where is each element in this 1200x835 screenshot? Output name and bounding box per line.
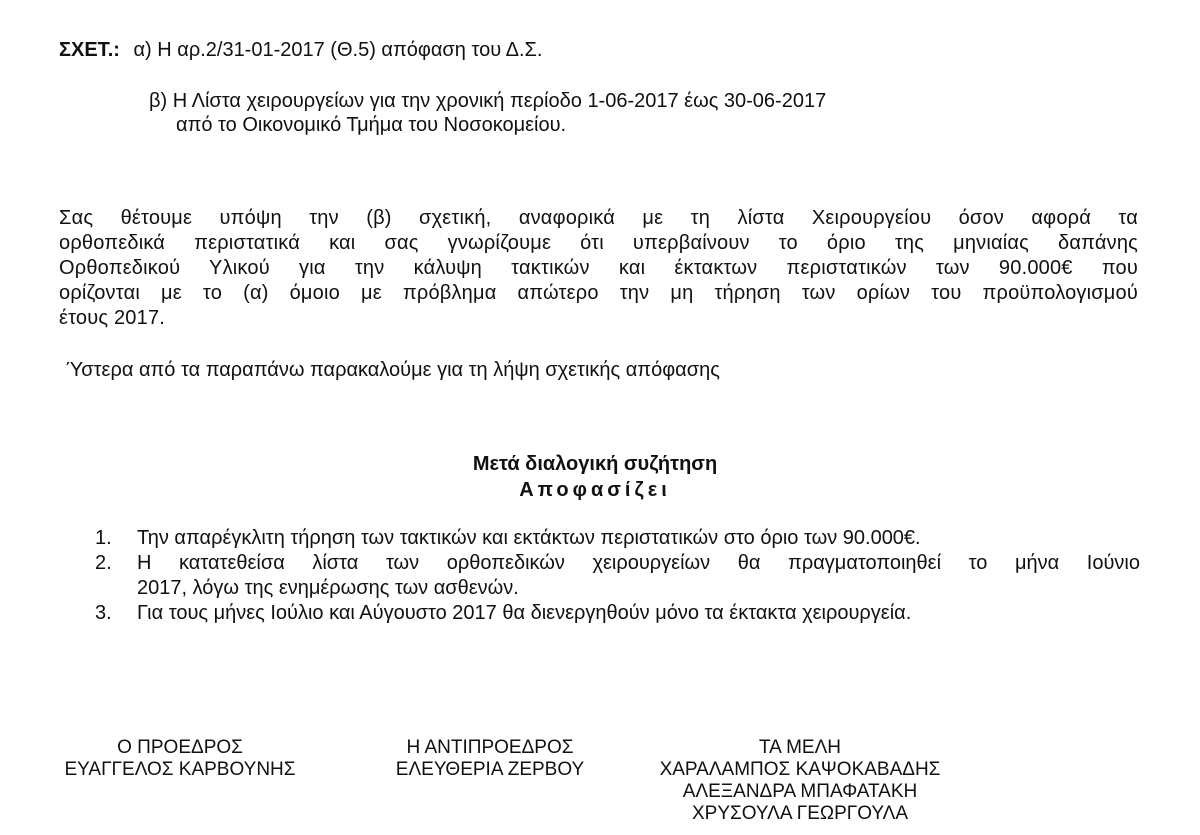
- signature-name: ΑΛΕΞΑΝΔΡΑ ΜΠΑΦΑΤΑΚΗ: [682, 781, 918, 802]
- paragraph-line: ορίζονται με το (α) όμοιο με πρόβλημα απώτερο την μη τήρηση των ορίων του προϋπολογισμού: [59, 282, 1138, 304]
- reference-a-line: [59, 38, 542, 63]
- body-paragraph: [59, 206, 1138, 331]
- decision-item-text: Για τους μήνες Ιούλιο και Αύγουστο 2017 θα διενεργηθούν μόνο τα έκτακτα χειρουργεία.: [137, 602, 912, 624]
- paragraph-line: Ορθοπεδικού Υλικού για την κάλυψη τακτικών και έκτακτων περιστατικών των 90.000€ που: [59, 257, 1138, 279]
- signature-name: ΕΥΑΓΓΕΛΟΣ ΚΑΡΒΟΥΝΗΣ: [64, 759, 296, 780]
- paragraph-line: Σας θέτουμε υπόψη την (β) σχετική, αναφορικά με τη λίστα Χειρουργείου όσον αφορά τα: [59, 207, 1138, 229]
- signature-title: Η ΑΝΤΙΠΡΟΕΔΡΟΣ: [406, 737, 574, 758]
- signature-members: [640, 737, 960, 825]
- decision-item-number: 2.: [95, 552, 112, 574]
- paragraph-line: έτους 2017.: [59, 307, 166, 329]
- decision-list: [95, 526, 1140, 626]
- request-sentence: Ύστερα από τα παραπάνω παρακαλούμε για τη λήψη σχετικής απόφασης: [66, 359, 720, 381]
- reference-item-b-line1: β) Η Λίστα χειρουργείων για την χρονική περίοδο 1-06-2017 έως 30-06-2017: [149, 90, 827, 112]
- paragraph-line: ορθοπεδικά περιστατικά και σας γνωρίζουμε ότι υπερβαίνουν το όριο της μηνιαίας δαπάνης: [59, 232, 1138, 254]
- decision-item-number: 1.: [95, 527, 112, 549]
- decision-item-number: 3.: [95, 602, 112, 624]
- decision-item: [95, 526, 1140, 551]
- signature-name: ΕΛΕΥΘΕΡΙΑ ΖΕΡΒΟΥ: [395, 759, 585, 780]
- reference-label: ΣΧΕΤ.:: [59, 39, 120, 61]
- signature-vice-president: [345, 737, 635, 781]
- decision-item-text: 2017, λόγω της ενημέρωσης των ασθενών.: [137, 577, 519, 599]
- decision-heading: Μετά διαλογική συζήτηση: [472, 453, 718, 475]
- signature-title: Ο ΠΡΟΕΔΡΟΣ: [117, 737, 243, 758]
- decision-item-text: Η κατατεθείσα λίστα των ορθοπεδικών χειρουργείων θα πραγματοποιηθεί το μήνα Ιούνιο: [137, 552, 1140, 574]
- decision-verb: Αποφασίζει: [519, 479, 671, 501]
- decision-item-text: Την απαρέγκλιτη τήρηση των τακτικών και εκτάκτων περιστατικών στο όριο των 90.000€.: [137, 527, 921, 549]
- decision-item: [95, 601, 1140, 626]
- signature-name: ΧΡΥΣΟΥΛΑ ΓΕΩΡΓΟΥΛΑ: [691, 803, 909, 824]
- signature-name: ΧΑΡΑΛΑΜΠΟΣ ΚΑΨΟΚΑΒΑΔΗΣ: [659, 759, 941, 780]
- signature-president: [30, 737, 330, 781]
- reference-item-a: α) Η αρ.2/31-01-2017 (Θ.5) απόφαση του Δ.Σ.: [133, 39, 543, 61]
- signature-title: ΤΑ ΜΕΛΗ: [758, 737, 841, 758]
- decision-item: [95, 551, 1140, 601]
- reference-item-b-line2: από το Οικονομικό Τμήμα του Νοσοκομείου.: [176, 114, 567, 136]
